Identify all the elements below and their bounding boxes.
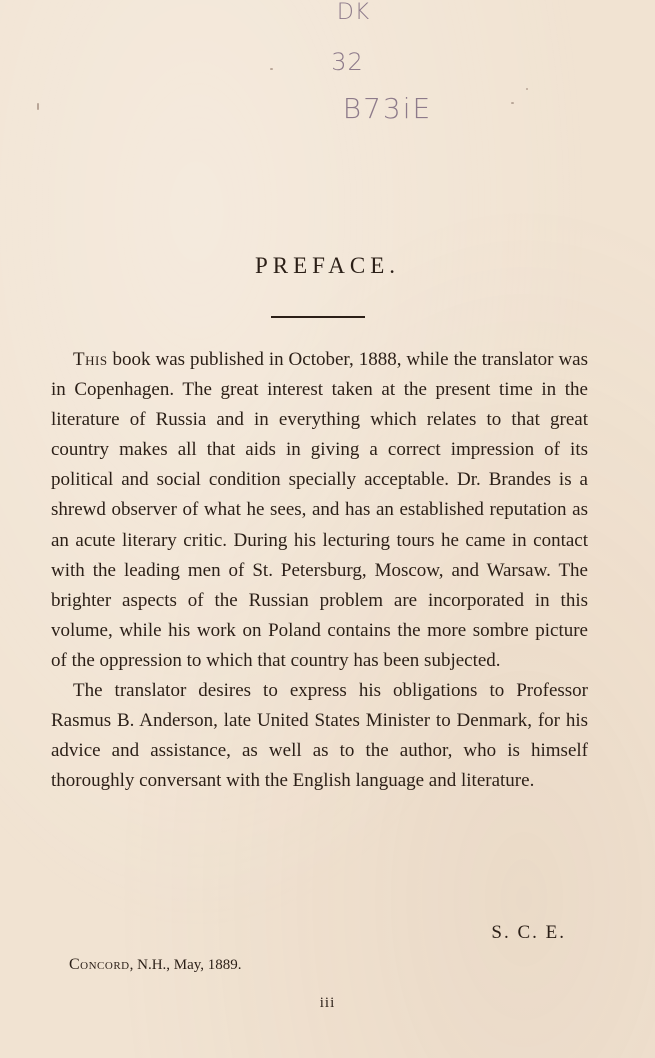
paper-speck — [511, 102, 514, 104]
dateline — [69, 956, 242, 974]
author-initials: S. C. E. — [491, 922, 566, 943]
title-divider — [271, 316, 365, 318]
page-number: iii — [319, 995, 336, 1011]
paper-speck — [270, 68, 273, 70]
preface-paragraph-2: The translator desires to express his obligations to Professor Rasmus B. Anderson, late United States Minister to Denmark, for his advice and assistance, as well as to the author, who is himself thoroughly conversant with the English language and literature. — [51, 680, 588, 792]
handwritten-call-number-line-2: 32 — [331, 48, 364, 76]
preface-body — [51, 345, 588, 796]
handwritten-call-number-line-3: B73iE — [342, 92, 433, 125]
dateline-place: Concord — [69, 956, 130, 973]
handwritten-call-number-line-1: DK — [336, 0, 371, 25]
paragraph-1-text: book was published in October, 1888, while the translator was in Copenhagen. The great interest taken at the present time in the literature of Russia and in everything which relates to that great country makes all that aids in giving a correct impression of its political and social condition specially acceptable. Dr. Brandes is a shrewd observer of what he sees, and has an established reputation as an acute literary critic. During his lecturing tours he came in contact with the leading men of St. Petersburg, Moscow, and Warsaw. The brighter aspects of the Russian problem are incorporated in this volume, while his work on Poland contains the more sombre picture of the oppression to which that country has been subjected. — [51, 349, 588, 671]
page-title: PREFACE. — [254, 253, 401, 278]
dateline-date: , N.H., May, 1889. — [129, 957, 242, 973]
paper-speck — [526, 88, 528, 90]
paper-speck — [37, 103, 39, 110]
paragraph-lead-word: This — [73, 349, 108, 370]
preface-paragraph-1 — [51, 345, 588, 676]
